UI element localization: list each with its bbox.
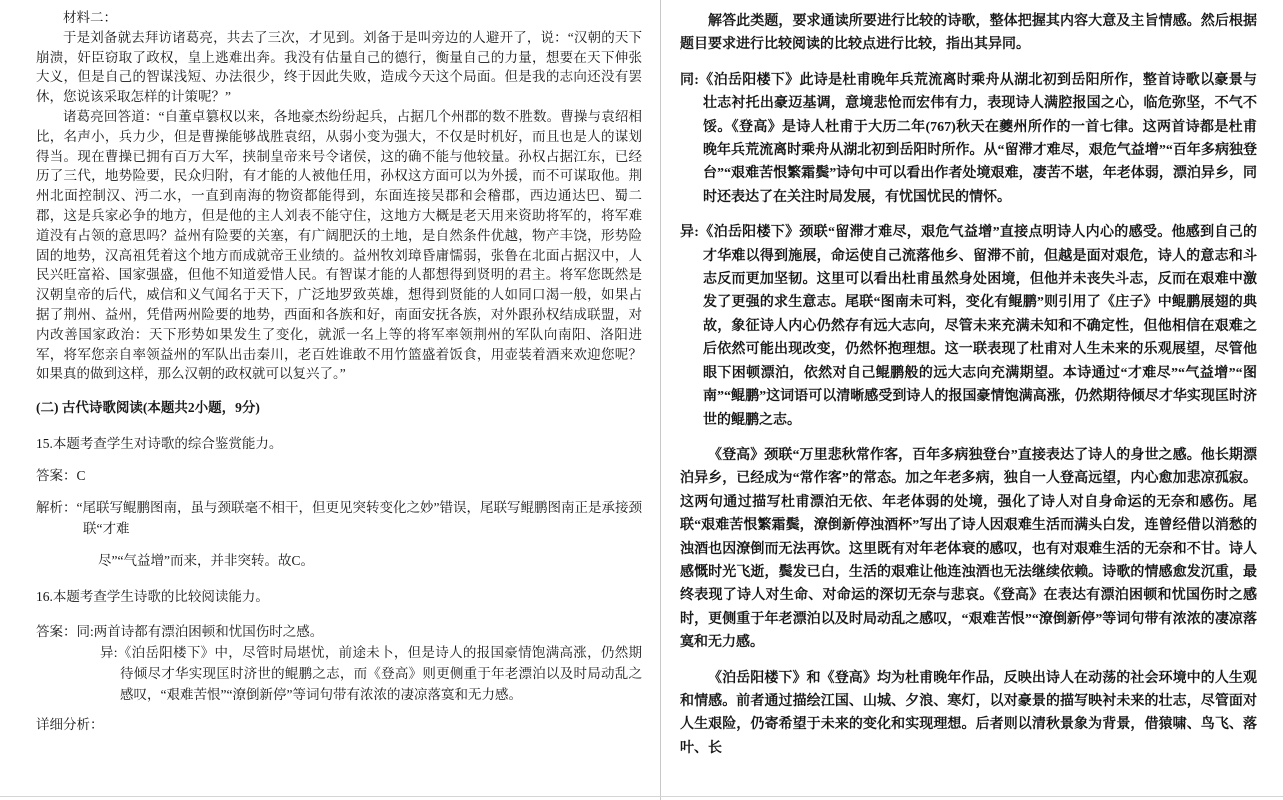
similarity-point: 同:两首诗都有漂泊困顿和忧国伤时之感。 [76, 623, 324, 639]
analysis-text: “尾联写鲲鹏图南，虽与颈联毫不相干，但更见突转变化之妙”错误，尾联写鲲鹏图南正是承接颈联“才难 [76, 499, 643, 536]
similarity-label: 同: [680, 72, 699, 88]
right-column [661, 0, 1283, 800]
material-paragraph-2: 诸葛亮回答道：“自董卓篡权以来，各地豪杰纷纷起兵，占据几个州郡的数不胜数。曹操与袁绍相比，名声小，兵力少，但是曹操能够战胜袁绍，从弱小变为强大，不仅是时机好，而且也是人的谋划得当。现在曹操已拥有百万大军，挟制皇帝来号令诸侯，这的确不能与他较量。孙权占据江东，已经历了三代，地势险要，民众归附，有才能的人被他任用，孙权这方面可以为外援，而不可谋取他。荆州北面控制汉、沔二水，一直到南海的物资都能得到，东面连接吴郡和会稽郡，西边通达巴、蜀二郡，这是兵家必争的地方，但是他的主人刘表不能守住，这地方大概是老天用来资助将军的，将军难道没有占领的意思吗？益州有险要的关塞，有广阔肥沃的土地，是自然条件优越，物产丰饶，形势险固的地势，汉高祖凭着这个地方而成就帝王业绩的。益州牧刘璋昏庸懦弱，张鲁在北面占据汉中，人民兴旺富裕、国家强盛，但他不知道爱惜人民。有智谋才能的人都想得到贤明的君主。将军您既然是汉朝皇帝的后代，威信和义气闻名于天下，广泛地罗致英雄，想得到贤能的人如同口渴一般，如果占据了荆州、益州，凭借两州险要的地势，西面和各族和好，南面安抚各族，对外跟孙权结成联盟，对内改善国家政治：天下形势如果发生了变化，就派一名上等的将军率领荆州的军队向南阳、洛阳进军，将军您亲自率领益州的军队出击秦川，老百姓谁敢不用竹篮盛着饭食，用壶装着酒来欢迎您呢？如果真的做到这样，那么汉朝的政权就可以复兴了。” [36, 108, 642, 382]
question-15-block [36, 433, 642, 571]
similarity-text: 《泊岳阳楼下》此诗是杜甫晚年兵荒流离时乘舟从湖北初到岳阳所作，整首诗歌以豪景与壮志衬托出豪迈基调，意境悲怆而宏伟有力，表现诗人满腔报国之心，临危弥坚，不气不馁。《登高》是诗人杜甫于大历二年(767)秋天在夔州所作的一首七律。这两首诗都是杜甫晚年兵荒流离时乘舟从湖北初到岳阳时所作。从“留滞才难尽，艰危气益增”“百年多病独登台”“艰难苦恨繁霜鬓”诗句中可以看出作者处境艰难，凄苦不堪，年老体弱，漂泊异乡，同时还表达了在关注时局发展，有忧国忧民的情怀。 [698, 72, 1258, 205]
similarity-paragraph [680, 69, 1257, 209]
answer-value: C [76, 467, 86, 483]
page-bottom-rule [0, 796, 1283, 797]
question-15-analysis-continuation: 尽”“气益增”而来，并非突转。故C。 [98, 552, 314, 568]
analysis-label: 解析： [36, 499, 77, 515]
question-15-analysis [36, 497, 642, 539]
difference-point: 异:《泊岳阳楼下》中，尽管时局堪忧，前途未卜，但是诗人的报国豪情饱满高涨，仍然期待倾尽才华实现匡时济世的鲲鹏之志，而《登高》则更侧重于年老漂泊以及时局动乱之感叹，“艰难苦恨”“潦倒新停”等词句带有浓浓的凄凉落寞和无力感。 [100, 644, 642, 702]
denggao-analysis-paragraph: 《登高》颈联“万里悲秋常作客，百年多病独登台”直接表达了诗人的身世之感。他长期漂泊异乡，已经成为“常作客”的常态。加之年老多病，独自一人登高远望，内心愈加悲凉孤寂。这两句通过描写杜甫漂泊无依、年老体弱的处境，强化了诗人对自身命运的无奈和感伤。尾联“艰难苦恨繁霜鬓，潦倒新停浊酒杯”写出了诗人因艰难生活而满头白发，连曾经借以消愁的浊酒也因潦倒而无法再饮。这里既有对年老体衰的感叹，也有对艰难生活的无奈和不甘。诗人感慨时光飞逝，鬓发已白，生活的艰难让他连浊酒也无法继续依赖。诗歌的情感愈发沉重，最终表现了诗人对生命、对命运的深切无奈与悲哀。《登高》在表达有漂泊困顿和忧国伤时之感时，更侧重于年老漂泊以及时局动乱之感叹，“艰难苦恨”“潦倒新停”等词句带有浓浓的凄凉落寞和无力感。 [680, 447, 1257, 651]
answer-label: 答案： [36, 467, 77, 483]
difference-paragraph [680, 221, 1257, 432]
question-16-answer-line [36, 621, 642, 642]
question-16-stem: 16.本题考查学生诗歌的比较阅读能力。 [36, 588, 269, 604]
difference-label: 异: [680, 225, 699, 241]
question-15-stem: 15.本题考查学生对诗歌的综合鉴赏能力。 [36, 435, 283, 451]
conclusion-paragraph: 《泊岳阳楼下》和《登高》均为杜甫晚年作品，反映出诗人在动荡的社会环境中的人生观和情感。前者通过描绘江国、山城、夕浪、寒灯，以对豪景的描写映衬未来的壮志，尽管面对人生艰险，仍寄希望于未来的变化和实现理想。后者则以清秋景象为背景，借猿啸、鸟飞、落叶、长 [680, 670, 1257, 756]
material-paragraph-1: 于是刘备就去拜访诸葛亮，共去了三次，才见到。刘备于是叫旁边的人避开了，说：“汉朝的天下崩溃，奸臣窃取了政权，皇上逃难出奔。我没有估量自己的德行，衡量自己的力量，想要在天下伸张大义，但是自己的智谋浅短、办法很少，终于因此失败，造成今天这个局面。但是我的志向还没有罢休，您说该采取怎样的计策呢？” [36, 29, 642, 105]
question-15-answer-line [36, 465, 642, 486]
answer-label: 答案： [36, 623, 77, 639]
material-two-heading: 材料二： [63, 10, 117, 25]
comparison-intro-paragraph: 解答此类题，要求通读所要进行比较的诗歌，整体把握其内容大意及主旨情感。然后根据题目要求进行比较阅读的比较点进行比较，指出其异同。 [680, 14, 1257, 53]
poetry-section-heading: (二) 古代诗歌阅读(本题共2小题，9分) [36, 400, 260, 416]
detail-analysis-label: 详细分析： [36, 716, 104, 732]
question-16-block [36, 586, 642, 735]
difference-text: 《泊岳阳楼下》颈联“留滞才难尽，艰危气益增”直接点明诗人内心的感受。他感到自己的才华难以得到施展，命运使自己流落他乡、留滞不前，但越是面对艰危，诗人的意志和斗志反而更加坚韧。这里可以看出杜甫虽然身处困境，但他并未丧失斗志，反而在艰难中激发了更强的求生意志。尾联“图南未可料，变化有鲲鹏”则引用了《庄子》中鲲鹏展翅的典故，象征诗人内心仍然存有远大志向，尽管未来充满未知和不确定性，但他相信在艰难之后依然可能出现改变，仍然怀抱理想。这一联表现了杜甫对人生未来的乐观展望，尽管他眼下困顿漂泊，依然对自己鲲鹏般的远大志向充满期望。本诗通过“才难尽”“气益增”“图南”“鲲鹏”这词语可以清晰感受到诗人的报国豪情饱满高涨，仍然期待倾尽才华实现匡时济世的鲲鹏之志。 [698, 225, 1257, 428]
